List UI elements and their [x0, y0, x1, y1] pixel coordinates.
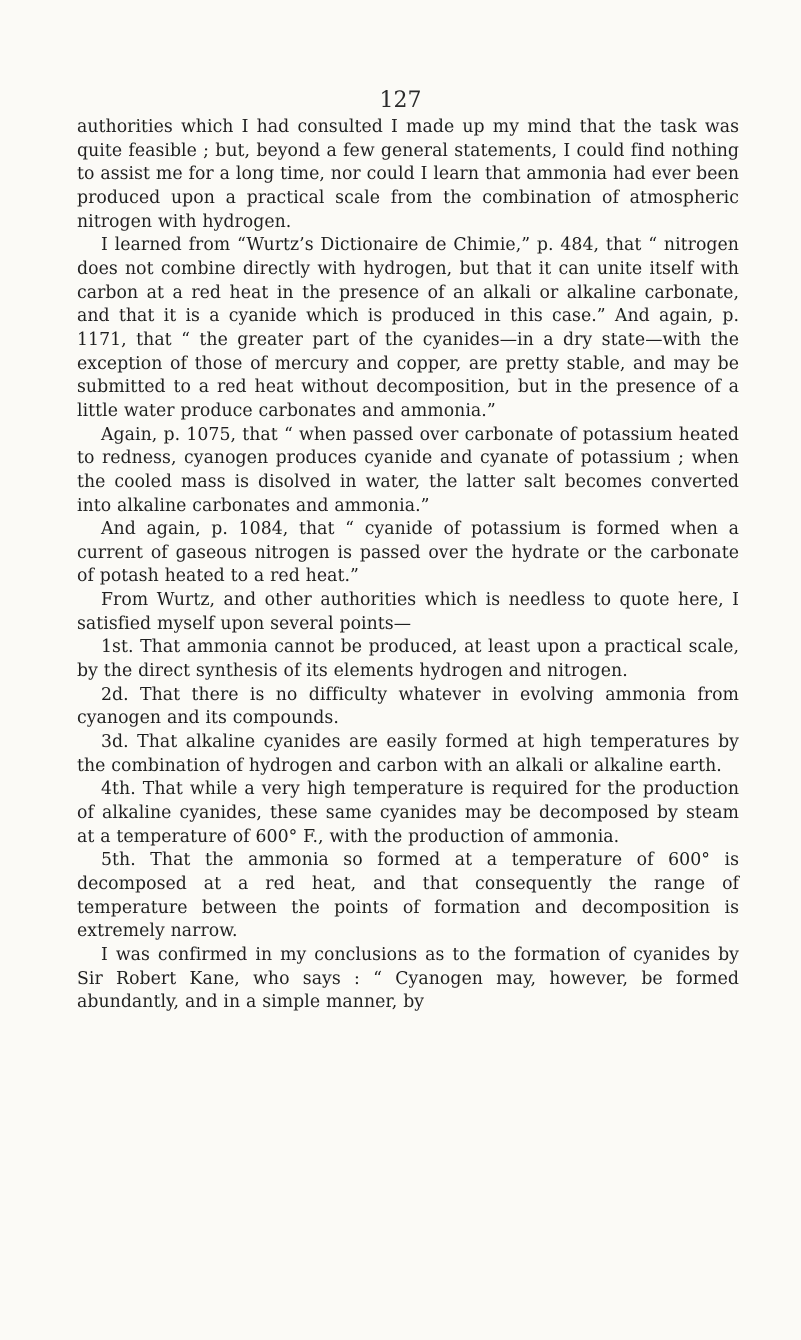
paragraph-point-4: 4th. That while a very high temperature is required for the production of alkaline cyanides, these same cyanides may be decomposed by steam at a temperature of 600° F., with the production of ammonia.: [77, 779, 739, 847]
paragraph-conclusions-intro: From Wurtz, and other authorities which is needless to quote here, I satisfied myself upon several points—: [77, 590, 739, 634]
paragraph-kane-quote: I was confirmed in my conclusions as to the formation of cyanides by Sir Robert Kane, who says : “ Cyanogen may, however, be formed abundantly, and in a simple manner, by: [77, 944, 739, 1013]
paragraph-wurtz-quote: I learned from “Wurtz’s Dictionaire de Chimie,” p. 484, that “ nitrogen does not combine directly with hydrogen, but that it can unite itself with carbon at a red heat in the presence of an alkali or alkaline carbonate, and that it is a cyanide which is produced in this case.” And again, p. 1171, that “ the greater part of the cyanides—in a dry state—with the exception of those of mercury and copper, are pretty stable, and may be submitted to a red heat without decomposition, but in the presence of a little water produce carbonates and ammonia.”: [77, 235, 739, 421]
page-number: 127: [379, 88, 422, 113]
paragraph-point-2: 2d. That there is no difficulty whatever in evolving ammonia from cyanogen and its compounds.: [77, 684, 739, 729]
body-text: [77, 116, 739, 1015]
paragraph-cyanide-formation: And again, p. 1084, that “ cyanide of potassium is formed when a current of gaseous nitrogen is passed over the hydrate or the carbonate of potash heated to a red heat.”: [77, 519, 739, 587]
paragraph-continuation: authorities which I had consulted I made up my mind that the task was quite feasible ; but, beyond a few general statements, I could find nothing to assist me for a long time, nor could I learn that ammonia had ever been produced upon a practical scale from the combination of atmospheric nitrogen with hydrogen.: [77, 117, 739, 232]
paragraph-point-1: 1st. That ammonia cannot be produced, at least upon a practical scale, by the direct synthesis of its elements hydrogen and nitrogen.: [77, 637, 739, 682]
paragraph-cyanogen-potassium: Again, p. 1075, that “ when passed over carbonate of potassium heated to redness, cyanogen produces cyanide and cyanate of potassium ; when the cooled mass is disolved in water, the latter salt becomes converted into alkaline carbonates and ammonia.”: [77, 424, 739, 516]
paragraph-point-5: 5th. That the ammonia so formed at a temperature of 600° is decomposed at a red heat, and that consequently the range of temperature between the points of formation and decomposition is extremely narrow.: [77, 850, 739, 942]
paragraph-point-3: 3d. That alkaline cyanides are easily formed at high temperatures by the combination of hydrogen and carbon with an alkali or alkaline earth.: [77, 732, 739, 776]
